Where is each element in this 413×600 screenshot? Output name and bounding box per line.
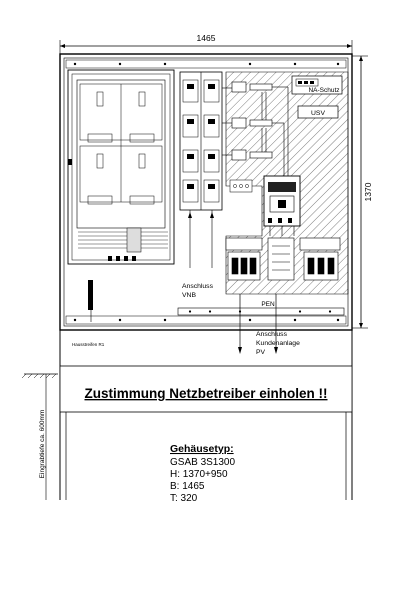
anschluss-kunde-line-1: Anschluss — [256, 331, 287, 338]
housing-spec — [170, 443, 235, 504]
meter-panel — [68, 70, 174, 264]
na-schutz-device — [292, 76, 342, 94]
height-label: 1370 — [363, 182, 373, 202]
width-dimension — [60, 33, 352, 60]
pen-label: PEN — [261, 301, 275, 308]
pen-rail — [178, 301, 344, 315]
fuse-block — [180, 72, 222, 268]
ground-line — [22, 374, 58, 500]
usv-label: USV — [311, 110, 325, 117]
pv-terminals — [226, 238, 340, 280]
anschluss-kunde-line-2: Kundenanlage — [256, 340, 300, 347]
anschluss-vnb-line-2: VNB — [182, 292, 196, 299]
housing-width: B: 1465 — [170, 481, 205, 492]
anschluss-vnb-line-1: Anschluss — [182, 283, 213, 290]
housing-type: GSAB 3S1300 — [170, 457, 236, 468]
na-schutz-label: NA-Schutz — [308, 87, 340, 94]
housing-heading: Gehäusetyp: — [170, 443, 234, 455]
width-label: 1465 — [196, 33, 216, 43]
earth-bar — [88, 280, 93, 322]
vnb-connection — [182, 283, 214, 299]
depth-label: Eingrabtiefe ca. 600mm — [39, 409, 46, 479]
notice-text: Zustimmung Netzbetreiber einholen !! — [84, 386, 328, 401]
anschluss-kunde-line-3: PV — [256, 349, 266, 356]
housing-depth: T: 320 — [170, 493, 198, 504]
terminal-block — [230, 180, 252, 192]
usv-device — [298, 106, 338, 118]
height-dimension — [352, 56, 373, 328]
housing-height: H: 1370+950 — [170, 469, 228, 480]
hausanschluss-note: Hausstreifen R1 — [72, 342, 105, 347]
